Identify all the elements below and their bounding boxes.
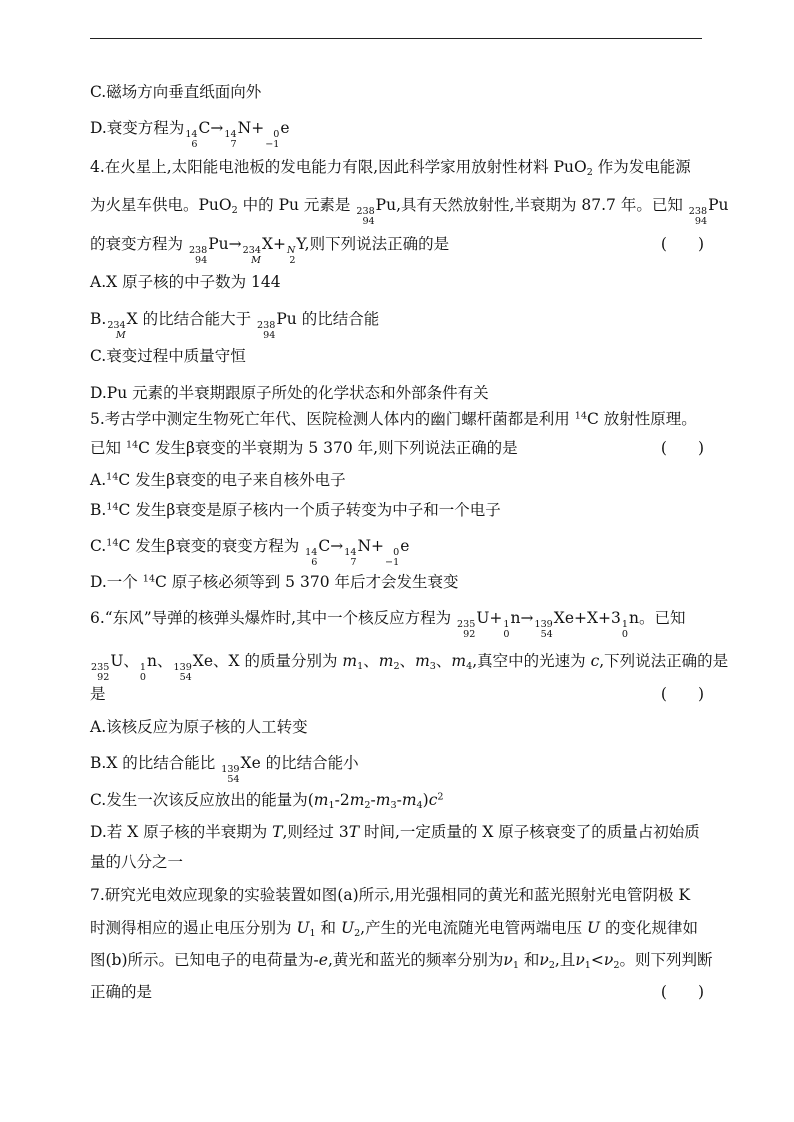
- isotope-electron: 0 −1: [265, 129, 280, 150]
- q7-answer-paren: ( ): [660, 983, 704, 1001]
- q7-line-4: 正确的是 ( ): [90, 983, 704, 1001]
- q5-option-a: A.$^{14}$C 发生β衰变的电子来自核外电子: [90, 471, 346, 489]
- q4-answer-paren: ( ): [660, 235, 704, 253]
- q5-option-c: C.$^{14}$C 发生β衰变的衰变方程为 14 6 C→ 14 7 N+ 0 −1 e: [90, 537, 410, 568]
- q4-option-a: A.X 原子核的中子数为 144: [90, 273, 281, 291]
- q4-option-b: B. 234 M X 的比结合能大于 238 94 Pu 的比结合能: [90, 310, 380, 341]
- prev-option-d: D.衰变方程为 14 6 C→ 14 7 N+ 0 −1 e: [90, 119, 290, 150]
- q5-option-d: D.一个 $^{14}$C 原子核必须等到 5 370 年后才会发生衰变: [90, 573, 459, 591]
- header-rule: [90, 38, 702, 39]
- q6-line-1: 6.“东风”导弹的核弹头爆炸时,其中一个核反应方程为 235 92 U+ 1 0 n→ 139 54 Xe+X+3 1 0 n。已知: [90, 609, 686, 640]
- q7-line-1: 7.研究光电效应现象的实验装置如图(a)所示,用光强相同的黄光和蓝光照射光电管阴极 K: [90, 886, 691, 904]
- isotope-n14: 14 7: [224, 129, 237, 150]
- q6-option-d-line-2: 量的八分之一: [90, 853, 184, 871]
- q6-option-a: A.该核反应为原子核的人工转变: [90, 718, 308, 736]
- q6-line-3: 是 ( ): [90, 685, 704, 703]
- q7-line-2: 时测得相应的遏止电压分别为 $U_1$ 和 $U_2$,产生的光电流随光电管两端电压 U 的变化规律如: [90, 919, 699, 939]
- q4-line-3: 的衰变方程为 238 94 Pu→ 234 M X+ N 2 Y,则下列说法正确的是 ( ): [90, 235, 704, 266]
- q6-line-2: 235 92 U、 1 0 n、 139 54 Xe、X 的质量分别为 $m_1$、$m_2$、$m_3$、$m_4$,真空中的光速为 c,下列说法正确的是: [91, 652, 729, 683]
- q6-option-c: C.发生一次该反应放出的能量为$(m_1-2m_2-m_3-m_4)c^2$: [90, 791, 444, 811]
- q5-answer-paren: ( ): [660, 439, 704, 457]
- q6-answer-paren: ( ): [660, 685, 704, 703]
- q4-option-c: C.衰变过程中质量守恒: [90, 347, 246, 365]
- q6-option-b: B.X 的比结合能比 139 54 Xe 的比结合能小: [90, 754, 359, 785]
- q5-option-b: B.$^{14}$C 发生β衰变是原子核内一个质子转变为中子和一个电子: [90, 501, 501, 519]
- isotope-c14: 14 6: [185, 129, 198, 150]
- q5-line-2: 已知 $^{14}$C 发生β衰变的半衰期为 5 370 年,则下列说法正确的是 ( ): [90, 439, 704, 457]
- q4-line-1: 4.在火星上,太阳能电池板的发电能力有限,因此科学家用放射性材料 PuO$_2$ 作为发电能源: [90, 158, 691, 178]
- q7-line-3: 图(b)所示。已知电子的电荷量为-e,黄光和蓝光的频率分别为$\nu_1$ 和$\nu_2$,且$\nu_1<\nu_2$。则下列判断: [90, 951, 713, 971]
- q6-option-d-line-1: D.若 X 原子核的半衰期为 T,则经过 3T 时间,一定质量的 X 原子核衰变了的质量占初始质: [90, 823, 700, 841]
- q4-option-d: D.Pu 元素的半衰期跟原子所处的化学状态和外部条件有关: [90, 384, 489, 402]
- q4-line-2: 为火星车供电。PuO$_2$ 中的 Pu 元素是 238 94 Pu,具有天然放射性,半衰期为 87.7 年。已知 238 94 Pu: [90, 196, 729, 227]
- q5-line-1: 5.考古学中测定生物死亡年代、医院检测人体内的幽门螺杆菌都是利用 $^{14}$C 放射性原理。: [90, 410, 697, 428]
- prev-option-c: C.磁场方向垂直纸面向外: [90, 83, 262, 101]
